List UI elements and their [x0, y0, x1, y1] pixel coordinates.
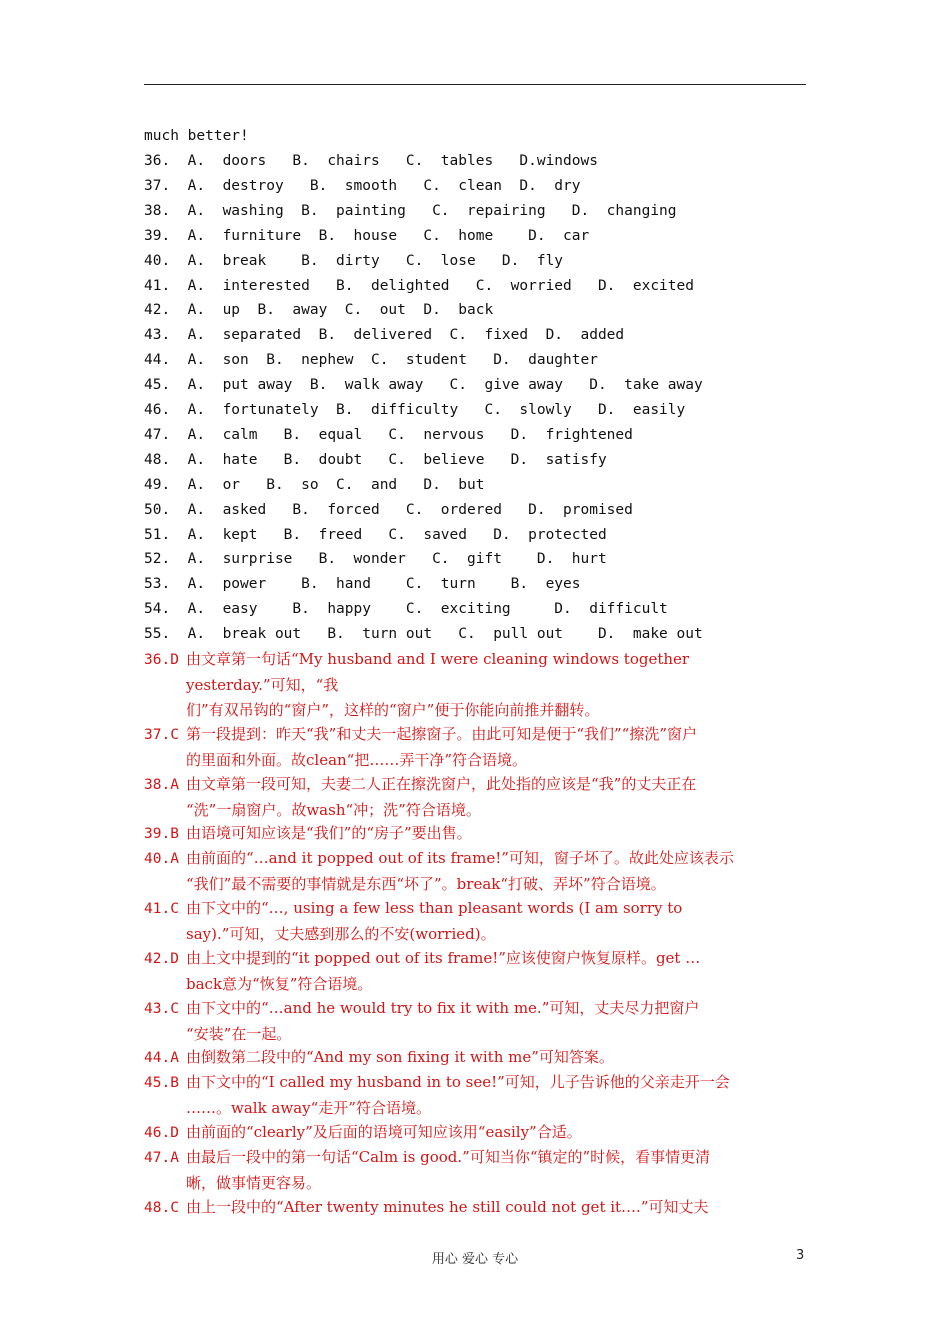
answer-continuation: back意为“恢复”符合语境。: [186, 974, 373, 993]
answer-explanation: [144, 647, 806, 723]
answer-first-line: [144, 996, 806, 1022]
answer-explanation: [144, 896, 806, 947]
top-line: much better!: [144, 128, 249, 144]
answer-explanation: [144, 846, 806, 897]
answer-continuation: “我们”最不需要的事情就是东西“坏了”。break“打破、弄坏”符合语境。: [186, 875, 666, 894]
answer-first-line: [144, 1145, 806, 1171]
answer-text: 由上文中提到的“it popped out of its frame!”应该使窗户恢复原样。get …: [186, 948, 701, 967]
answer-text: 由语境可知应该是“我们”的“房子”要出售。: [186, 824, 472, 843]
answer-explanation: [144, 1070, 806, 1121]
question-line: 52. A. surprise B. wonder C. gift D. hurt: [144, 551, 607, 568]
answer-continuation: say).”可知，丈夫感到那么的不安(worried)。: [186, 925, 496, 943]
answer-number: 44.A: [144, 1050, 179, 1067]
question-line: 38. A. washing B. painting C. repairing D. changing: [144, 202, 677, 219]
answer-explanation: [144, 996, 806, 1047]
answer-number: 48.C: [144, 1199, 179, 1216]
answer-text: 由下文中的“…, using a few less than pleasant words (I am sorry to: [186, 899, 683, 917]
answer-text: 由下文中的“I called my husband in to see!”可知，儿子告诉他的父亲走开一会: [186, 1073, 730, 1092]
question-line: 44. A. son B. nephew C. student D. daughter: [144, 352, 598, 369]
answer-continuation: ……。walk away“走开”符合语境。: [186, 1099, 431, 1118]
answer-number: 45.B: [144, 1075, 179, 1092]
answer-text: 由倒数第二段中的“And my son fixing it with me”可知答案。: [186, 1048, 614, 1067]
answer-first-line: [144, 846, 806, 872]
question-line: 50. A. asked B. forced C. ordered D. promised: [144, 501, 633, 518]
answer-first-line: [144, 821, 806, 847]
question-line: 37. A. destroy B. smooth C. clean D. dry: [144, 177, 581, 194]
question-line: 43. A. separated B. delivered C. fixed D. added: [144, 327, 625, 344]
question-line: 47. A. calm B. equal C. nervous D. frightened: [144, 426, 633, 443]
answer-text: 第一段提到：昨天“我”和丈夫一起擦窗子。由此可知是便于“我们”“擦洗”窗户: [186, 724, 698, 743]
answer-number: 41.C: [144, 901, 179, 917]
question-line: 46. A. fortunately B. difficulty C. slowly D. easily: [144, 402, 686, 418]
page-number: 3: [796, 1248, 805, 1263]
answer-number: 40.A: [144, 851, 179, 868]
answer-continuation: 的里面和外面。故clean“把……弄干净”符合语境。: [186, 750, 528, 769]
answer-explanation: [144, 1145, 806, 1196]
answer-first-line: [144, 1120, 806, 1146]
answer-first-line: [144, 1195, 806, 1221]
answer-first-line: [144, 772, 806, 798]
answer-number: 37.C: [144, 726, 179, 743]
question-line: 49. A. or B. so C. and D. but: [144, 476, 485, 493]
question-line: 48. A. hate B. doubt C. believe D. satisfy: [144, 451, 607, 468]
answer-text: 由文章第一段可知，夫妻二人正在擦洗窗户，此处指的应该是“我”的丈夫正在: [186, 774, 697, 793]
answer-continuation: 晰，做事情更容易。: [186, 1174, 322, 1192]
question-line: 39. A. furniture B. house C. home D. car: [144, 227, 590, 244]
answer-explanation: [144, 946, 806, 997]
question-line: 53. A. power B. hand C. turn B. eyes: [144, 576, 581, 593]
question-line: 51. A. kept B. freed C. saved D. protected: [144, 526, 607, 543]
answer-number: 42.D: [144, 950, 179, 967]
answer-first-line: [144, 1070, 806, 1096]
answer-text: 由前面的“…and it popped out of its frame!”可知，窗子坏了。故此处应该表示: [186, 849, 734, 868]
answer-explanation: [144, 772, 806, 823]
answer-text: 由最后一段中的第一句话“Calm is good.”可知当你“镇定的”时候，看事情更清: [186, 1148, 711, 1166]
answer-first-line: [144, 946, 806, 972]
answer-number: 36.D: [144, 652, 179, 668]
header-rule: [144, 84, 806, 85]
question-line: 36. A. doors B. chairs C. tables D.windows: [144, 153, 598, 169]
answer-text: 由上一段中的“After twenty minutes he still could not get it….”可知丈夫: [186, 1197, 709, 1216]
question-line: 40. A. break B. dirty C. lose D. fly: [144, 252, 564, 269]
answer-first-line: [144, 896, 806, 922]
answer-text: 由前面的“clearly”及后面的语境可知应该用“easily”合适。: [186, 1123, 582, 1142]
question-line: 54. A. easy B. happy C. exciting D. difficult: [144, 601, 668, 618]
footer-text: 用心 爱心 专心: [431, 1252, 519, 1267]
question-line: 42. A. up B. away C. out D. back: [144, 302, 494, 319]
answer-explanation: [144, 722, 806, 773]
answer-first-line: [144, 647, 806, 673]
answer-number: 47.A: [144, 1150, 179, 1166]
answer-text: 由下文中的“…and he would try to fix it with me.”可知，丈夫尽力把窗户: [186, 998, 700, 1017]
answer-continuation: 们”有双吊钩的“窗户”，这样的“窗户”便于你能向前推并翻转。: [186, 701, 600, 719]
answer-number: 38.A: [144, 776, 179, 793]
answer-continuation: “洗”一扇窗户。故wash“冲；洗”符合语境。: [186, 800, 481, 819]
answer-explanation: [144, 1195, 806, 1221]
answer-first-line: [144, 722, 806, 748]
answer-number: 39.B: [144, 826, 179, 843]
answer-explanation: [144, 1045, 806, 1071]
answer-explanation: [144, 1120, 806, 1146]
question-line: 41. A. interested B. delighted C. worried D. excited: [144, 277, 694, 294]
answer-continuation: yesterday.”可知，“我: [186, 676, 339, 694]
question-line: 55. A. break out B. turn out C. pull out D. make out: [144, 626, 703, 643]
answer-first-line: [144, 1045, 806, 1071]
answer-continuation: “安装”在一起。: [186, 1024, 292, 1043]
answer-text: 由文章第一句话“My husband and I were cleaning windows together: [186, 650, 690, 668]
answer-number: 46.D: [144, 1125, 179, 1142]
answer-explanation: [144, 821, 806, 847]
answer-number: 43.C: [144, 1000, 179, 1017]
question-line: 45. A. put away B. walk away C. give away D. take away: [144, 377, 703, 394]
